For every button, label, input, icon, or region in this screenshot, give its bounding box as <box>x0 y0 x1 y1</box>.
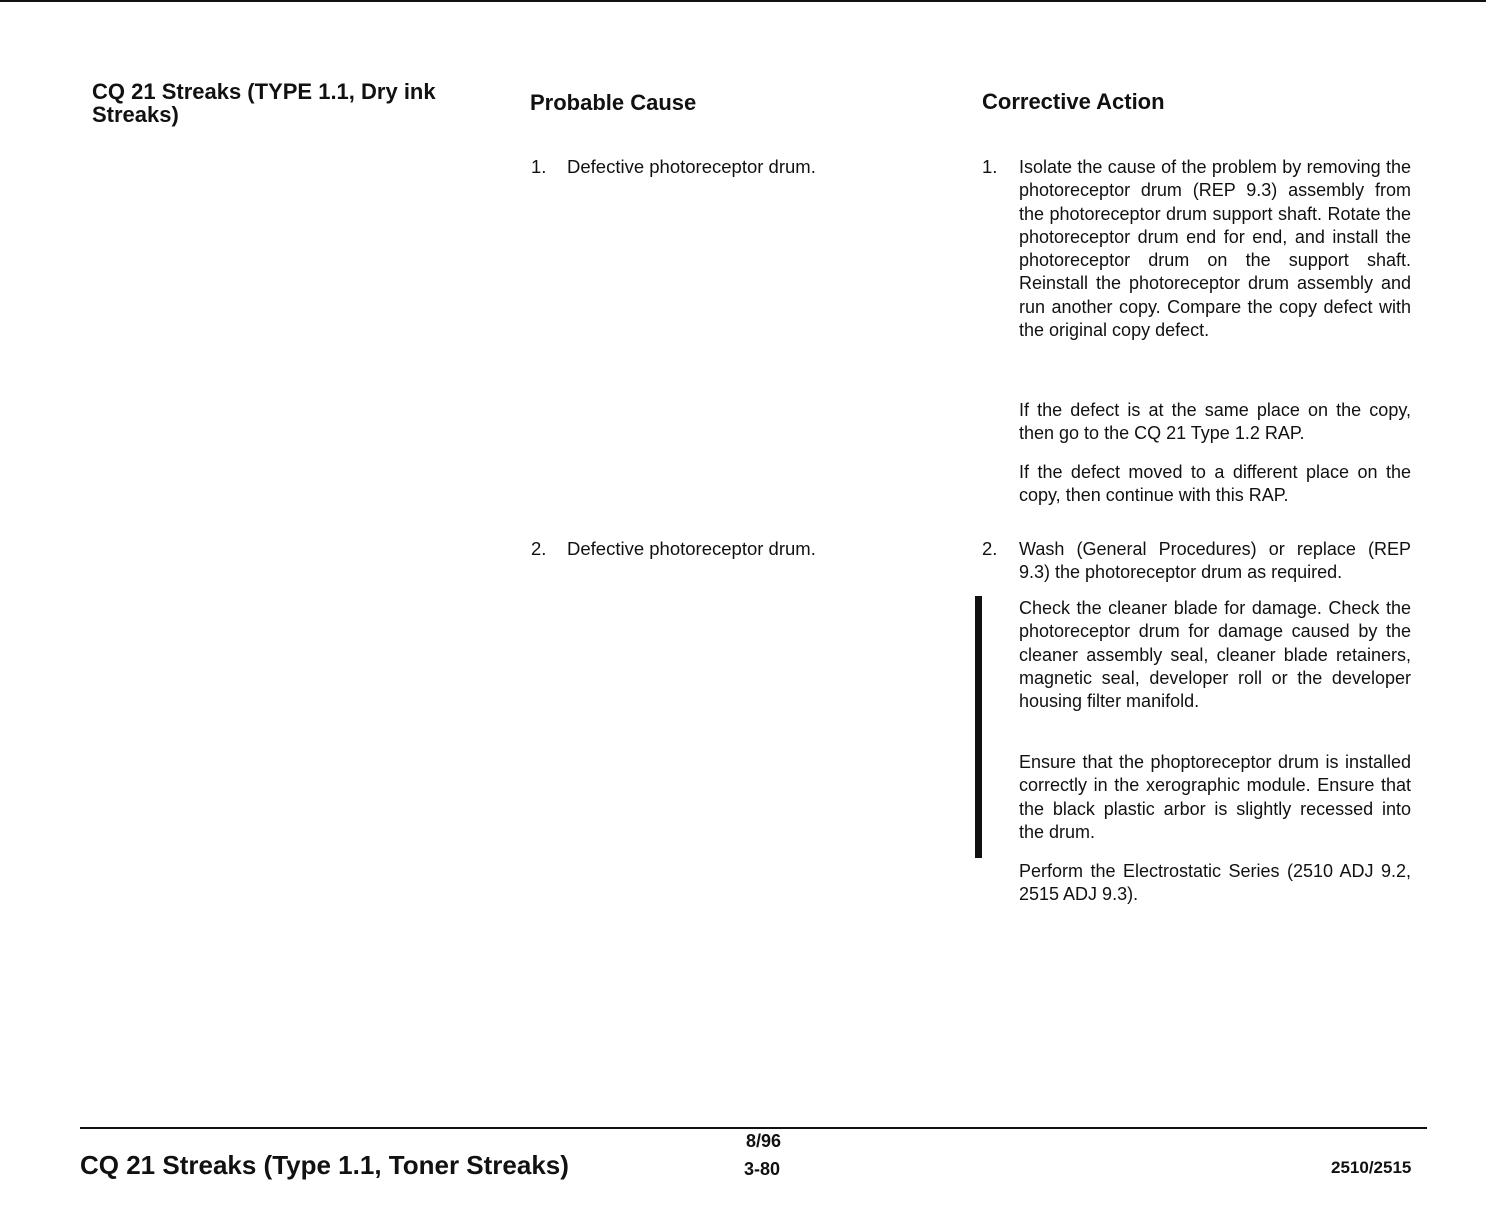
footer-date: 8/96 <box>746 1131 782 1151</box>
cause-item-1 <box>531 156 816 178</box>
footer-rule <box>80 1127 1427 1129</box>
action-number-1: 1. <box>982 156 998 177</box>
model-number: 2510/2515 <box>1331 1158 1412 1177</box>
page-title: CQ 21 Streaks (TYPE 1.1, Dry ink Streaks) <box>92 79 436 127</box>
cause-number: 1. <box>531 156 547 177</box>
action-paragraph: If the defect is at the same place on the copy, then go to the CQ 21 Type 1.2 RAP. <box>1019 400 1411 444</box>
action-paragraph: Check the cleaner blade for damage. Check the photoreceptor drum for damage caused by the cleaner assembly seal, cleaner blade retainers, magnetic seal, developer roll or the developer housing filter manifold. <box>1019 598 1411 712</box>
probable-cause-heading: Probable Cause <box>530 90 697 115</box>
action-paragraph: Wash (General Procedures) or replace (REP 9.3) the photoreceptor drum as required. <box>1019 539 1411 583</box>
top-border <box>0 0 1486 2</box>
corrective-action-heading: Corrective Action <box>982 89 1165 114</box>
action-paragraph: Ensure that the phoptoreceptor drum is installed correctly in the xerographic module. Ensure that the black plastic arbor is slightly recessed into the drum. <box>1019 752 1411 842</box>
cause-item-2 <box>531 538 816 560</box>
cause-text: Defective photoreceptor drum. <box>567 156 816 177</box>
cause-number: 2. <box>531 538 547 559</box>
action-paragraph: If the defect moved to a different place on the copy, then continue with this RAP. <box>1019 462 1411 506</box>
action-paragraph: Isolate the cause of the problem by removing the photoreceptor drum (REP 9.3) assembly from the photoreceptor drum support shaft. Rotate the photoreceptor drum end for end, and install the photoreceptor drum on the support shaft. Reinstall the photoreceptor drum assembly and run another copy. Compare the copy defect with the original copy defect. <box>1019 157 1411 341</box>
action-paragraph: Perform the Electrostatic Series (2510 ADJ 9.2, 2515 ADJ 9.3). <box>1019 861 1411 905</box>
action-number-2: 2. <box>982 538 998 559</box>
revision-change-bar <box>975 596 982 858</box>
cause-text: Defective photoreceptor drum. <box>567 538 816 559</box>
page-number: 3-80 <box>744 1159 781 1179</box>
footer-title: CQ 21 Streaks (Type 1.1, Toner Streaks) <box>80 1150 569 1180</box>
